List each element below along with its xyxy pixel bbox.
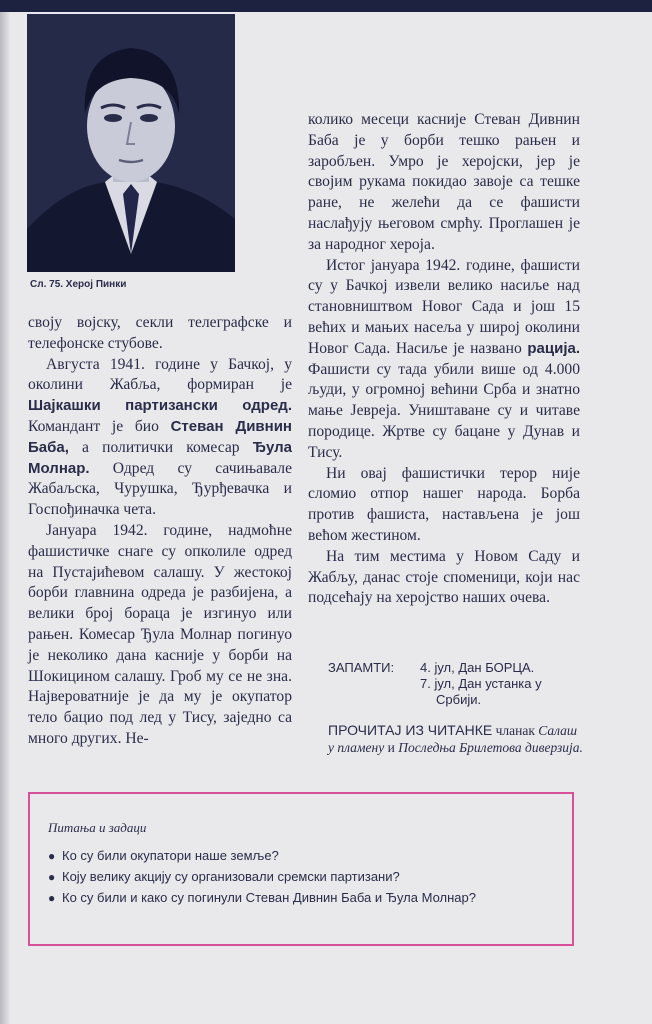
question-text: Ко су били окупатори наше земље? — [62, 848, 279, 863]
article-title: Салаш у пламену — [328, 723, 578, 755]
bullet-icon: ● — [48, 891, 56, 905]
text-segment: Фашисти су тада убили више од 4.000 људи, у огромној већини Срба и знатно мање Јевреја. Уништаване су и читаве породице. Жртве су бацане у Дунав и Тису. — [308, 360, 580, 461]
paragraph-hero-death: колико месеци касније Стеван Дивнин Баба је у борби тешко рањен и заробљен. Умро је херојски, јер је својим рукама покидао завоје са тешке ране, не желећи да се фашисти наслађују његовом смрћу. Проглашен је за народног хероја. — [308, 111, 580, 253]
top-edge — [0, 0, 652, 12]
question-item — [48, 848, 560, 864]
remember-item: 4. јул, Дан БОРЦА. — [420, 660, 535, 675]
remember-label: ЗАПАМТИ: — [328, 660, 395, 675]
questions-title: Питања и задаци — [48, 820, 147, 835]
remember-item: 7. јул, Дан устанка у Србији. — [420, 676, 542, 707]
question-text: Ко су били и како су погинули Стеван Дивнин Баба и Ђула Молнар? — [62, 890, 476, 905]
question-text: Коју велику акцију су организовали сремски партизани? — [62, 869, 400, 884]
text-segment: Августа 1941. године у Бачкој, у околини Жабља, формиран је — [28, 355, 292, 394]
detachment-name: Шајкашки партизански одред. — [28, 397, 292, 415]
text-segment: а политички комесар — [68, 438, 253, 456]
page-spine — [0, 12, 10, 1024]
hero-portrait-photo — [27, 14, 235, 272]
text-segment: Одред су сачињавале Жабаљска, Чурушка, Ђурђевачка и Госпођиначка чета. — [28, 459, 292, 519]
paragraph-monuments: На тим местима у Новом Саду и Жабљу, данас стоје споменици, који нас подсећају на херојство наших очева. — [308, 547, 580, 607]
paragraph-telegraph: своју војску, секли телеграфске и телефонске стубове. — [28, 314, 292, 352]
reading-heading: ПРОЧИТАЈ ИЗ ЧИТАНКЕ — [328, 722, 493, 738]
paragraph-raid — [308, 256, 580, 464]
text-segment: Истог јануара 1942. године, фашисти су у Бачкој извели велико насиље над становништвом Новог Сада и још 15 већих и мањих насеља у широј околини Новог Сада. Насиље је названо — [308, 256, 580, 357]
paragraph-resistance: Ни овај фашистички терор није сломио отпор нашег народа. Борба против фашиста, настављена је још већом жестином. — [308, 464, 580, 544]
bullet-icon: ● — [48, 870, 56, 884]
reading-suggestion — [328, 722, 584, 756]
paragraph-battle: Јануара 1942. године, надмоћне фашистичке снаге су опколиле одред на Пустајићевом салашу. У жестокој борби главнина одреда је разбијена, а велики број бораца је изгинуо или рањен. Комесар Ђула Молнар погинуо је неколико дана касније у борби на Шокицином салашу. Гроб му се не зна. Највероватније је да му је окупатор тело бацио под лед у Тису, заједно са много других. Не- — [28, 521, 292, 747]
text-segment: и — [384, 740, 399, 755]
paragraph-detachment — [28, 355, 292, 521]
commissar-name: Ђула Молнар. — [28, 438, 292, 477]
bullet-icon: ● — [48, 849, 56, 863]
question-item — [48, 890, 560, 906]
photo-caption: Сл. 75. Херој Пинки — [30, 279, 127, 290]
right-text-column — [308, 110, 580, 609]
questions-list — [48, 848, 560, 911]
remember-items — [420, 660, 590, 708]
commander-name: Стеван Дивнин Баба, — [28, 417, 292, 456]
questions-box — [28, 792, 574, 946]
text-segment: Командант је био — [28, 417, 171, 435]
text-segment: чланак — [492, 723, 539, 738]
portrait-illustration — [27, 14, 235, 272]
raid-term: рација. — [527, 339, 580, 357]
article-title: Последња Брилетова диверзија. — [398, 740, 583, 755]
question-item — [48, 869, 560, 885]
left-text-column — [28, 313, 292, 750]
